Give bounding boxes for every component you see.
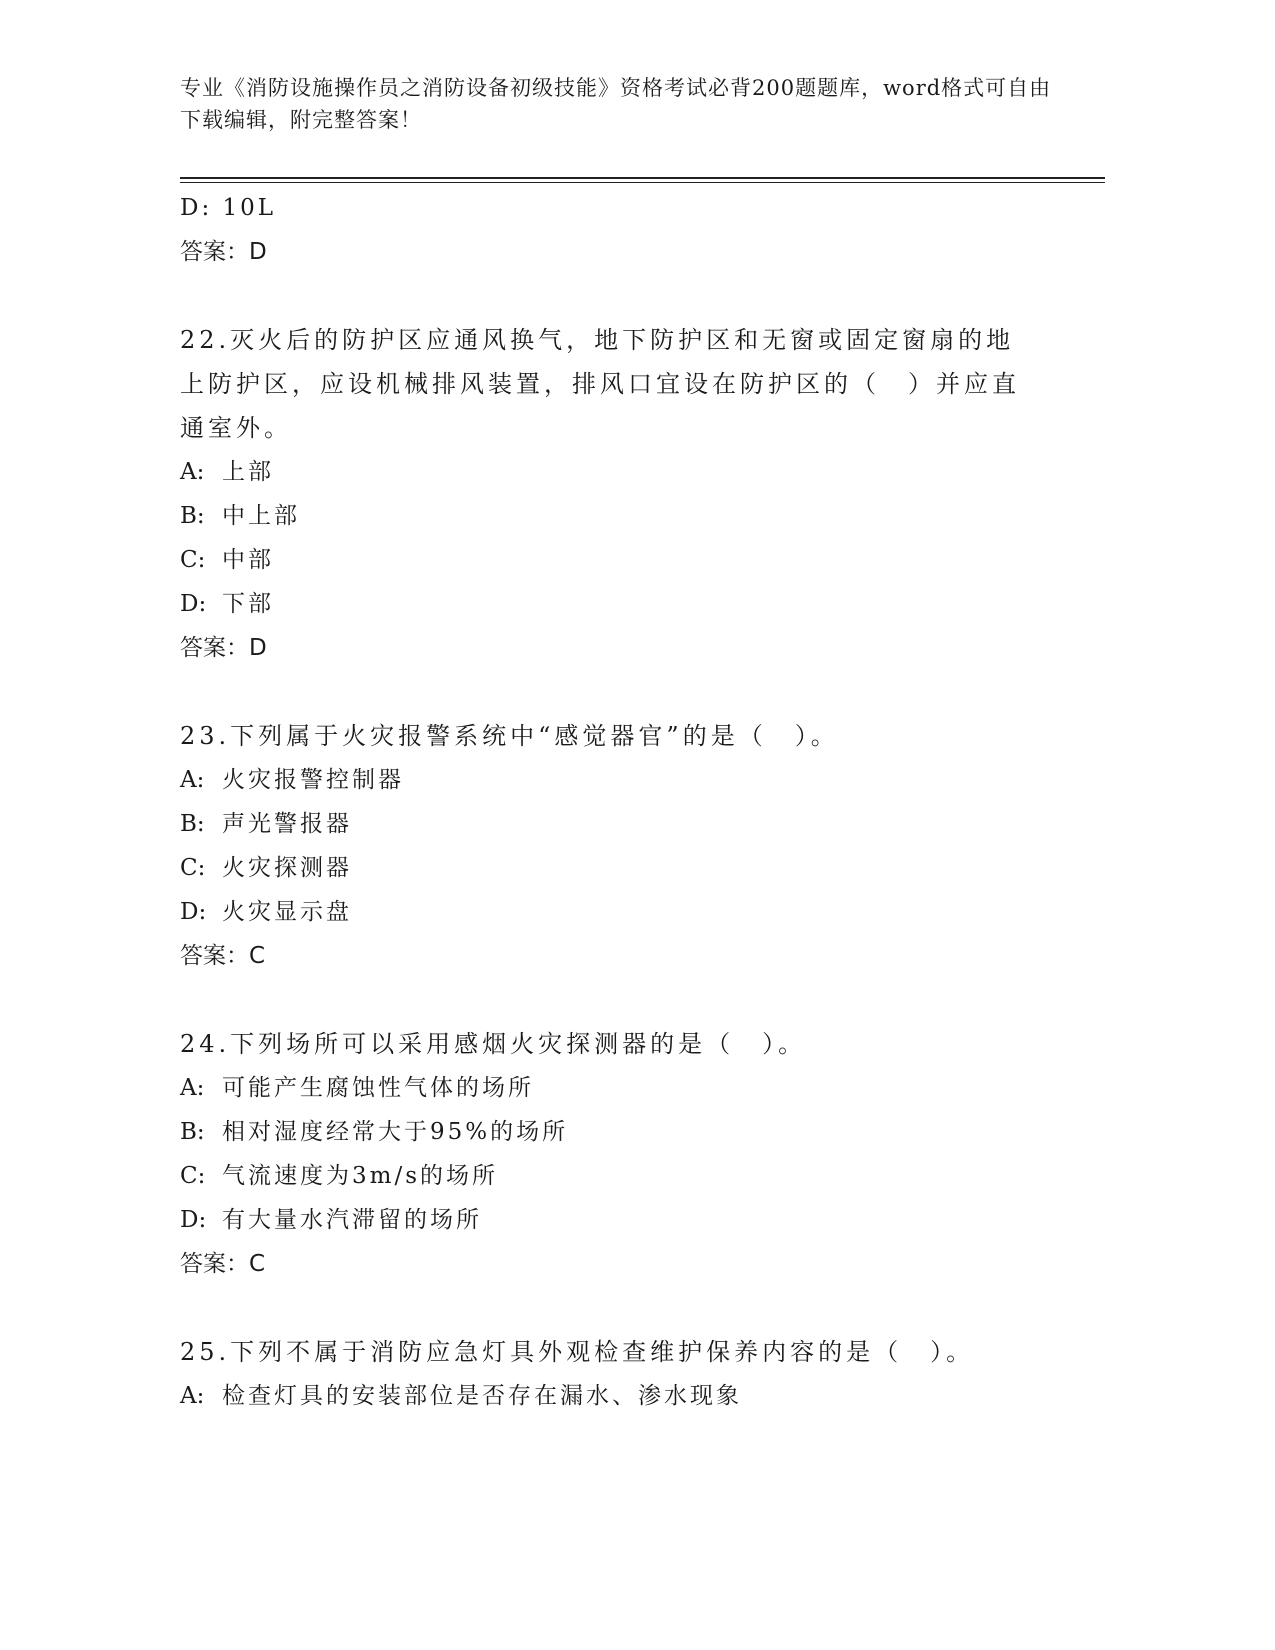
option-key: D:: [180, 899, 207, 925]
question-24-option-a: [180, 1066, 1080, 1110]
header-rule-thick: [180, 177, 1105, 179]
spacer: [180, 978, 1080, 1022]
option-key: C:: [180, 855, 206, 881]
question-22-option-d: [180, 582, 1080, 626]
option-text: 中部: [222, 547, 274, 573]
spacer: [180, 274, 1080, 318]
question-22-option-a: [180, 450, 1080, 494]
question-22-option-b: [180, 494, 1080, 538]
option-key: B:: [180, 503, 205, 529]
option-text: 火灾显示盘: [222, 899, 352, 925]
spacer: [180, 1286, 1080, 1330]
option-key: A:: [180, 767, 205, 793]
question-23-option-c: [180, 846, 1080, 890]
question-25-option-a: [180, 1374, 1080, 1418]
option-key: A:: [180, 459, 205, 485]
option-text: 上部: [222, 459, 274, 485]
question-23-option-a: [180, 758, 1080, 802]
question-23-stem: 23.下列属于火灾报警系统中“感觉器官”的是（ ）。: [180, 722, 839, 750]
question-24-stem: 24.下列场所可以采用感烟火灾探测器的是（ ）。: [180, 1030, 807, 1058]
question-23-answer: 答案：C: [180, 943, 266, 969]
question-23-option-d: [180, 890, 1080, 934]
question-22-answer: 答案：D: [180, 635, 267, 661]
option-key: C:: [180, 547, 206, 573]
header-rule-thin: [180, 182, 1105, 183]
option-key: C:: [180, 1163, 206, 1189]
question-24-answer: 答案：C: [180, 1251, 266, 1277]
question-24-option-b: [180, 1110, 1080, 1154]
option-key: D:: [180, 591, 207, 617]
question-23-option-b: [180, 802, 1080, 846]
option-key: A:: [180, 1383, 205, 1409]
prev-option-d: D: 10L: [180, 195, 277, 221]
option-key: B:: [180, 811, 205, 837]
question-24-option-d: [180, 1198, 1080, 1242]
option-text: 气流速度为3m/s的场所: [222, 1163, 498, 1189]
prev-answer: 答案：D: [180, 239, 267, 265]
option-text: 声光警报器: [222, 811, 352, 837]
option-text: 火灾报警控制器: [222, 767, 404, 793]
option-text: 火灾探测器: [222, 855, 352, 881]
document-body: [180, 186, 1080, 1418]
option-text: 检查灯具的安装部位是否存在漏水、渗水现象: [222, 1383, 742, 1409]
question-25-stem: 25.下列不属于消防应急灯具外观检查维护保养内容的是（ ）。: [180, 1338, 975, 1366]
option-key: B:: [180, 1119, 205, 1145]
option-text: 相对湿度经常大于95%的场所: [222, 1119, 569, 1145]
question-24-option-c: [180, 1154, 1080, 1198]
option-key: D:: [180, 1207, 207, 1233]
option-text: 中上部: [222, 503, 300, 529]
option-text: 下部: [222, 591, 274, 617]
spacer: [180, 670, 1080, 714]
option-key: A:: [180, 1075, 205, 1101]
option-text: 可能产生腐蚀性气体的场所: [222, 1075, 534, 1101]
option-text: 有大量水汽滞留的场所: [222, 1207, 482, 1233]
question-22-option-c: [180, 538, 1080, 582]
question-22-stem: 22.灭火后的防护区应通风换气，地下防护区和无窗或固定窗扇的地上防护区，应设机械排风装置，排风口宜设在防护区的（ ）并应直通室外。: [180, 326, 1020, 442]
document-header: 专业《消防设施操作员之消防设备初级技能》资格考试必背200题题库，word格式可自由下载编辑，附完整答案！: [180, 76, 1052, 132]
